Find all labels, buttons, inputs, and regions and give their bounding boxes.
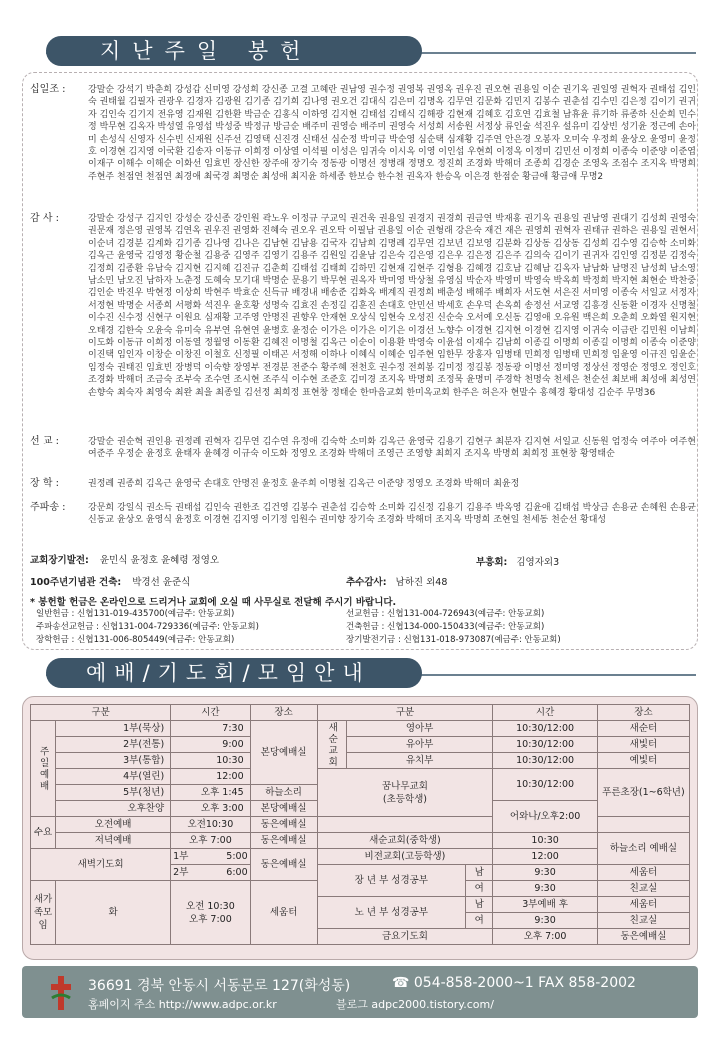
service-name: 1부(묵상) (56, 721, 171, 737)
service-name: 4부(열린) (56, 769, 171, 785)
harvest-names: 남하진 외48 (395, 577, 448, 588)
mission-names: 강말순 권순혁 권인용 권정례 권혁자 김무연 김수연 유정애 김숙학 소미화 김옥근 윤영국 김용기 김현구 최분자 김지현 서일교 신동원 엄정숙 여주아 여주현 여준주 우정순 윤정호 윤태자 윤혜경 이규숙 이도화 정영오 조경화 박해더 조영근 조영향 최희지 조지옥 박명희 최희정 표현창 황영태순 (88, 437, 696, 460)
footer-phone: ☎ 054-858-2000~1 FAX 858-2002 (392, 975, 636, 991)
committee-names: 윤민식 윤정호 윤혜령 정영오 (99, 555, 220, 566)
friday-place: 동은예배실 (597, 929, 689, 945)
service-place: 본당예배실 (250, 801, 317, 817)
tithe-names: 강말순 강석기 박춘희 강성갑 신미영 강성희 강신종 고결 고혜란 권남영 권수정 권영복 권영옥 권우진 권오현 권용일 이순 권기옥 권일영 권혁자 권태섭 김인숙 권태월 김필자 권광우 김경자 김광원 김기종 김기희 김나영 권오건 김대식 김은미 김명옥 김무연 김문화 김민지 김봉수 권춘섭 김수민 김은정 김이기 권귀자 김인숙 김기지 전유영 김재원 김한환 박금순 김홍식 이하영 김지현 김태섭 김태식 김해광 김현재 김혜호 김호연 김효철 남휴윤 류기하 류종하 신순희 민수정 박무현 김옥자 박성열 유영섭 박성중 박정규 방금순 배주미 권영승 배주미 권영숙 서성희 서송원 서정상 류인술 석진우 설유미 김상빈 성기윤 정근예 손아미 손성식 신영자 신수빈 신재원 신주선 김영택 신진경 신태선 심순정 박미금 박순영 심순택 심재황 김주연 안은경 오봉자 오미숙 우정희 윤상오 윤영미 윤정호 이경현 김지영 이국환 김송자 이동규 이희정 이상열 이석필 이성은 임귀숙 이시옥 이영 이인섭 우현희 이정옥 이정미 김민선 이정희 이종숙 이준양 이준엽 이재구 이해수 이해순 이화선 임효빈 장신한 장주애 장기숙 정동광 이명선 정병래 정명오 정진희 조경화 박해더 조종희 김경순 조영옥 조점수 조지옥 박명희 주현주 천점연 천점연 최경애 최국경 최명순 최성애 최지윤 하세종 한보승 한수천 권옥자 한승옥 이은경 한점순 황금애 황금애 무명2 (88, 85, 696, 182)
sae-place: 새순터 (597, 721, 689, 737)
kkum-time: 10:30/12:00 (493, 769, 598, 801)
sae-group: 새순교회 (317, 721, 346, 769)
service-place: 하늘소리 (250, 785, 317, 801)
harvest-row (346, 574, 447, 588)
scholarship-label: 장 학 : (30, 478, 60, 489)
account-longterm: 장기발전기금 : 신협131-018-973087(예금주: 안동교회) (346, 635, 561, 645)
col-time: 시간 (171, 705, 250, 721)
anniversary-names: 박경선 윤준식 (132, 577, 191, 588)
footer-address: 36691 경북 안동시 서동문로 127(화성동) (88, 978, 351, 994)
tithe-label: 십일조 : (30, 84, 66, 95)
service-time: 7:30 (171, 721, 250, 737)
offering-notice: * 봉헌할 헌금은 온라인으로 드리거나 교회에 오실 때 사무실로 전달해 주시기 바랍니다. (30, 597, 397, 608)
family-name: 새가족모임 (31, 881, 56, 945)
elder-name: 노 년 부 성경공부 (317, 897, 466, 929)
elder-female: 여 (466, 913, 493, 929)
col-place: 장소 (250, 705, 317, 721)
table-row (31, 753, 690, 769)
middle-time: 10:30 (493, 833, 598, 849)
col-category: 구분 (31, 705, 171, 721)
senior-name: 장 년 부 성경공부 (317, 865, 466, 897)
footer-homepage[interactable]: 홈페이지 주소 http://www.adpc.or.kr (88, 998, 277, 1011)
service-place: 본당예배실 (250, 721, 317, 785)
account-general: 일반헌금 : 신협131-019-435700(예금주: 안동교회) (36, 609, 235, 619)
dawn-second-time: 2부 6:00 (171, 865, 250, 881)
kkum-name: 꿈나무교회 (초등학생) (317, 769, 493, 817)
service-name: 5부(청년) (56, 785, 171, 801)
high-name: 비전교회(고등학생) (317, 849, 493, 865)
schedule-table (30, 704, 690, 945)
dispatch-label: 주파송 : (30, 502, 66, 513)
senior-female: 여 (466, 881, 493, 897)
anniversary-row (30, 574, 190, 588)
senior-female-time: 9:30 (493, 881, 598, 897)
family-time: 오전 10:30 오후 7:00 (171, 881, 250, 945)
sae-place: 예빛터 (597, 753, 689, 769)
mission-label: 선 교 : (30, 436, 60, 447)
thanks-names: 강말순 강성구 김지인 강성순 강신종 강인원 곽노우 이정규 구교익 권건욱 권용일 권경지 권경희 권금연 박재홍 권기옥 권용일 권남영 권대기 김성희 권영숙 권문재 정은영 권영복 김연옥 권우진 권영화 진혜숙 권오우 권오탁 이필남 권용일 이순 권형래 강은숙 재건 재은 권영희 권혁자 권태규 권하은 권용일 권현서 이순녀 김경분 김계화 김기종 김나영 김나은 김남현 김남용 김국자 김남희 김명례 김무연 김보년 김보영 김분화 김상동 김상동 김성희 김수영 김승학 소미화 김옥근 윤영국 김영정 황순철 김용중 김영주 김영기 김용주 김원일 김윤남 김은숙 김은영 김은우 김은정 김은주 김의숙 김이기 권귀자 김인영 김정분 김정숙 김정희 김종환 유남숙 김지현 김지혜 김진규 김춘희 김태섭 김태희 김하민 김현재 김현주 김형용 김혜경 김호남 김혜남 김옥자 남남화 남명진 남성희 남소영 남소민 남오진 남하자 노춘정 도혜숙 모기대 박명순 문용기 박무현 권옥자 박미영 박상철 유영심 박순자 박영미 박영숙 박옥희 박정희 박지현 최현순 박찬중 김인순 박진우 박현정 이상희 박현주 박효순 신득규 배경내 배송준 김화옥 배계직 권정희 배춘성 배해주 배희자 서도현 서은진 서미영 이종숙 서일교 서정자 서정현 박명순 서종희 서평화 석진우 윤호황 성명숙 김효진 손정길 김훈진 손대호 안민선 박세호 손우덕 손옥희 송정선 서교영 김흥경 신동환 이경자 신명철 이수진 신수정 신현구 이원요 심재황 고주영 안명진 권향우 안재현 오상식 임현숙 오성진 신순숙 오서예 오신동 김영애 오유원 백은희 오춘희 오화열 원지현 오태경 김한숙 오윤숙 유미숙 유부연 유현연 윤병호 윤정순 이가은 이가은 이기은 이경선 노향수 이경현 김지현 이경현 김지영 이귀숙 이금란 김민원 이남희 이도화 이동규 이희정 이동열 정월영 이동환 김혜진 이명철 김옥근 이순이 이용환 박영숙 이윤섭 이재수 김남희 이종길 이명희 이종길 이명희 이종숙 이준양 이진택 임인자 이창순 이창진 이철호 신정필 이태곤 서정해 이하나 이혜식 이혜순 임주현 임한무 장홍자 임병태 민희정 임병태 민희정 임윤영 이규진 임윤순 임정숙 권태진 임효빈 장병덕 이숙향 장영부 전경분 전준수 황주혜 전천호 권수정 전희봉 김미정 정길봉 정동광 이명선 정미영 정상선 정영순 정영오 정인호 조경화 박해더 조금숙 조부숙 조수연 조시현 조주식 이수현 조준호 김미경 조지옥 박명희 조정묵 윤명미 주경학 천명숙 천세은 천순선 최보배 최성애 최성연 손향숙 최숙자 최영숙 최완 최을 최종일 김선정 최희정 표현창 정태순 한마음교회 한미옥교회 한주은 허은자 현말수 홍혜경 황대성 김순주 무명36 (88, 214, 696, 398)
account-scholarship: 장학헌금 : 신협131-006-805449(예금주: 안동교회) (36, 635, 235, 645)
sunday-group: 주일예배 (31, 721, 56, 817)
dawn-place: 동은예배실 (250, 849, 317, 881)
friday-name: 금요기도회 (317, 929, 493, 945)
friday-time: 오후 7:00 (493, 929, 598, 945)
wed-name: 오전예배 (56, 817, 171, 833)
table-row (31, 769, 690, 785)
sae-time: 10:30/12:00 (493, 737, 598, 753)
elder-male-place: 세움터 (597, 897, 689, 913)
service-time: 12:00 (171, 769, 250, 785)
wed-place: 동은예배실 (250, 833, 317, 849)
revival-label: 부흥회: (476, 557, 508, 568)
elder-female-place: 친교실 (597, 913, 689, 929)
col-time-right: 시간 (493, 705, 598, 721)
revival-row (476, 554, 559, 568)
service-name: 3부(통합) (56, 753, 171, 769)
sae-time: 10:30/12:00 (493, 721, 598, 737)
blank-cell (597, 817, 689, 833)
table-row (31, 737, 690, 753)
middle-place: 하늘소리 예배실 (597, 833, 689, 865)
church-cross-icon (48, 976, 74, 1010)
table-row (31, 721, 690, 737)
service-name: 오후찬양 (56, 801, 171, 817)
dawn-first-time: 1부 5:00 (171, 849, 250, 865)
wed-time: 오후 7:00 (171, 833, 250, 849)
sae-name: 영아부 (346, 721, 492, 737)
dispatch-names: 강문희 강일식 권소득 권태섭 김인숙 권한조 김건영 김봉수 권춘섭 김승학 소미화 김신정 김용기 김용주 박옥영 김윤애 김태섭 박상금 손용균 손혜원 손용균 신동교 윤상오 윤영식 윤정호 이경현 김지영 이기정 임원수 권미향 장기숙 조경화 박해더 조지옥 박명희 조현일 천세동 천순선 황대성 (88, 503, 696, 526)
senior-female-place: 친교실 (597, 881, 689, 897)
committee-row (30, 552, 219, 566)
account-dispatch: 주파송선교헌금 : 신협131-004-729336(예금주: 안동교회) (36, 622, 259, 632)
schedule-title: 예배/기도회/모임안내 (46, 658, 422, 688)
senior-male: 남 (466, 865, 493, 881)
sae-time: 10:30/12:00 (493, 753, 598, 769)
family-day: 화 (56, 881, 171, 945)
senior-male-place: 세움터 (597, 865, 689, 881)
col-place-right: 장소 (597, 705, 689, 721)
elder-male-time: 3부예배 후 (493, 897, 598, 913)
service-time: 9:00 (171, 737, 250, 753)
sae-name: 유아부 (346, 737, 492, 753)
offering-title: 지난주일 봉헌 (46, 36, 422, 66)
footer-blog[interactable]: 블로그 adpc2000.tistory.com/ (336, 998, 494, 1011)
harvest-label: 추수감사: (346, 577, 387, 588)
kkum-spacer (317, 817, 493, 833)
elder-male: 남 (466, 897, 493, 913)
middle-name: 새순교회(중학생) (317, 833, 493, 849)
service-name: 2부(전통) (56, 737, 171, 753)
anniversary-label: 100주년기념관 건축: (30, 577, 122, 588)
high-time: 12:00 (493, 849, 598, 865)
kkum-place: 푸른초장(1~6학년) (597, 769, 689, 817)
committee-label: 교회장기발전: (30, 555, 89, 566)
col-category-right: 구분 (317, 705, 493, 721)
schedule-header-row (31, 705, 690, 721)
dawn-name: 새벽기도회 (31, 849, 171, 881)
wed-time: 오전10:30 (171, 817, 250, 833)
elder-female-time: 9:30 (493, 913, 598, 929)
wed-group: 수요 (31, 817, 56, 849)
sae-place: 새빛터 (597, 737, 689, 753)
scholarship-names: 권정례 권종희 김옥근 윤영국 손대호 안명진 윤정호 윤주희 이명철 김옥근 이준양 정영오 조경화 박해더 최윤정 (88, 479, 520, 489)
revival-names: 김영자외3 (516, 557, 560, 568)
service-time: 10:30 (171, 753, 250, 769)
wed-place: 동은예배실 (250, 817, 317, 833)
service-time: 오후 3:00 (171, 801, 250, 817)
family-place: 세움터 (250, 881, 317, 945)
table-row (31, 833, 690, 849)
account-building: 건축헌금 : 신협134-000-150433(예금주: 안동교회) (346, 622, 545, 632)
account-mission: 선교헌금 : 신협131-004-726943(예금주: 안동교회) (346, 609, 545, 619)
senior-male-time: 9:30 (493, 865, 598, 881)
sae-name: 유치부 (346, 753, 492, 769)
thanks-label: 감 사 : (30, 213, 60, 224)
table-row (31, 849, 690, 865)
wed-name: 저녁예배 (56, 833, 171, 849)
kkum-time-2: 어와나/오후2:00 (493, 801, 598, 833)
service-time: 오후 1:45 (171, 785, 250, 801)
